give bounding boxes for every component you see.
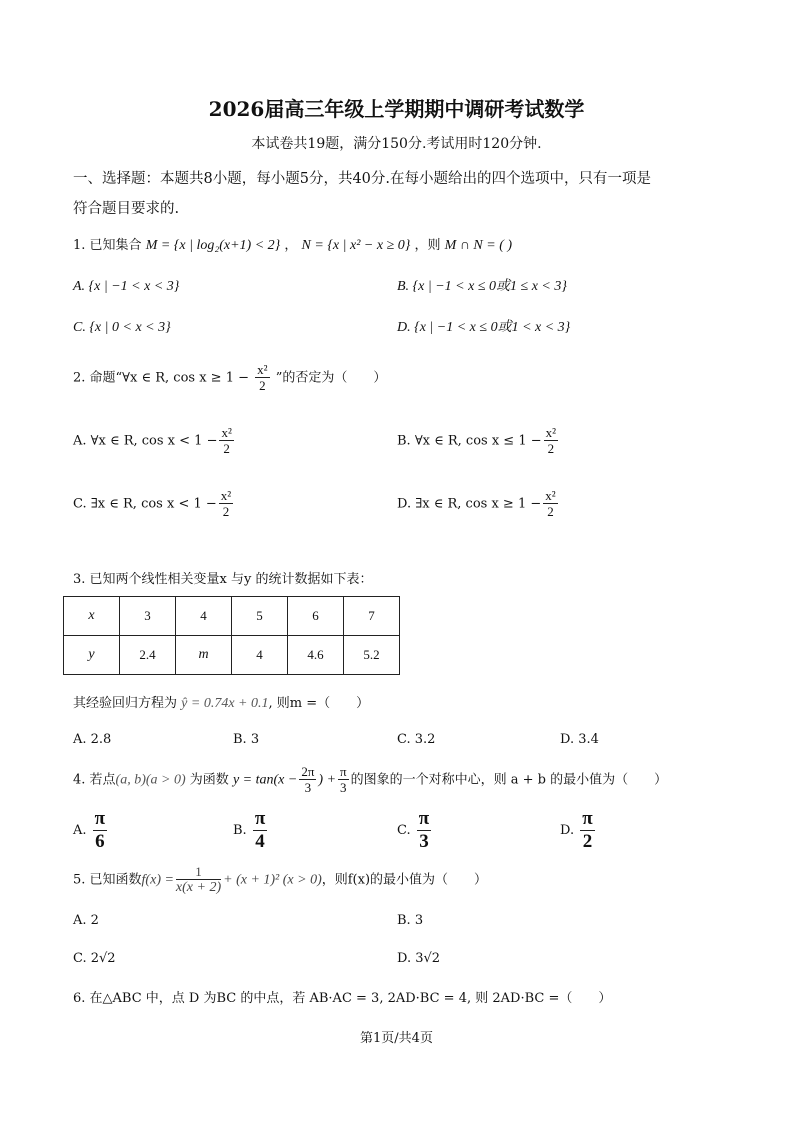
den: 2 <box>547 441 555 456</box>
q4-option-c[interactable] <box>397 808 433 853</box>
den: x(x + 2) <box>175 880 222 895</box>
section-heading: 一、选择题：本题共8小题，每小题5分，共40分.在每小题给出的四个选项中，只有一项是 <box>73 171 652 187</box>
q1-option-a[interactable]: A. {x | −1 < x < 3} <box>73 279 180 294</box>
letter: A. <box>73 823 87 838</box>
q3-option-a[interactable]: A. 2.8 <box>73 732 112 747</box>
label: D. ∃x ∈ R, cos x ≥ 1 − <box>397 496 542 512</box>
fraction <box>253 808 267 853</box>
cell: 4.6 <box>288 636 344 675</box>
fraction <box>338 764 349 796</box>
table-row <box>64 597 400 636</box>
num: π <box>94 808 106 829</box>
q3-regression <box>73 695 369 713</box>
q4-option-d[interactable] <box>560 808 597 853</box>
data-table <box>63 596 400 675</box>
stem-post: ，则f(x)的最小值为（ ） <box>321 872 488 888</box>
fraction <box>544 425 558 457</box>
q3-option-d[interactable]: D. 3.4 <box>560 732 599 747</box>
tail: + (x + 1)² (x > 0) <box>223 872 322 888</box>
section-heading-cont: 符合题目要求的. <box>73 201 180 217</box>
num: x² <box>221 425 232 440</box>
q5-option-d[interactable]: D. 3√2 <box>397 951 441 966</box>
den: 2 <box>223 441 230 456</box>
cell: 7 <box>344 597 400 636</box>
question-1 <box>73 237 512 255</box>
q2-option-c[interactable] <box>73 488 235 520</box>
num: π <box>582 808 593 829</box>
fraction <box>219 425 233 457</box>
letter: D. <box>560 823 575 838</box>
q4-option-b[interactable] <box>233 808 269 853</box>
question-4 <box>73 764 667 796</box>
den: 4 <box>255 831 265 852</box>
cell: x <box>64 597 120 636</box>
ask: , 则m =（ ） <box>268 696 370 711</box>
cell: 4 <box>176 597 232 636</box>
q1-option-c[interactable]: C. {x | 0 < x < 3} <box>73 320 171 335</box>
question-5 <box>73 864 487 896</box>
fraction <box>176 864 221 896</box>
num: π <box>254 808 266 829</box>
fraction <box>417 808 431 853</box>
label: B. ∀x ∈ R, cos x ≤ 1 − <box>397 433 542 449</box>
q1-stem: 1. 已知集合 <box>73 238 142 253</box>
label: 其经验回归方程为 <box>73 696 178 711</box>
q1-sep: ， <box>284 238 298 253</box>
fraction <box>543 488 557 520</box>
label: A. ∀x ∈ R, cos x < 1 − <box>73 433 218 449</box>
num: 2π <box>301 764 315 779</box>
equation: ŷ = 0.74x + 0.1 <box>181 696 269 711</box>
point: (a, b)(a > 0) <box>115 772 186 788</box>
den: 2 <box>259 378 266 393</box>
q2-option-b[interactable] <box>397 425 560 457</box>
plus: ) + <box>318 772 337 788</box>
q1-set-m: M = {x | log₂(x+1) < 2} <box>145 238 281 253</box>
num: x² <box>545 488 556 503</box>
cell: 6 <box>288 597 344 636</box>
q1-ask: M ∩ N = ( ) <box>444 238 513 253</box>
den: 3 <box>340 780 347 795</box>
den: 3 <box>419 831 429 852</box>
num: x² <box>545 425 557 440</box>
q2-stem-post: ”的否定为（ ） <box>275 370 387 386</box>
num: π <box>418 808 430 829</box>
q3-option-b[interactable]: B. 3 <box>233 732 260 747</box>
cell: 5 <box>232 597 288 636</box>
cell: 3 <box>120 597 176 636</box>
q2-option-a[interactable] <box>73 425 236 457</box>
q5-option-a[interactable]: A. 2 <box>73 913 99 928</box>
den: 2 <box>222 504 230 519</box>
question-3: 3. 已知两个线性相关变量x 与y 的统计数据如下表： <box>73 572 373 587</box>
fraction <box>299 764 316 796</box>
num: x² <box>220 488 232 503</box>
fx: f(x) = <box>141 872 174 888</box>
letter: C. <box>397 823 411 838</box>
cell: y <box>64 636 120 675</box>
func: y = tan(x − <box>232 772 298 788</box>
num: π <box>340 764 347 779</box>
q1-option-d[interactable]: D. {x | −1 < x ≤ 0或1 < x < 3} <box>397 320 571 335</box>
fraction <box>93 808 107 853</box>
q4-option-a[interactable] <box>73 808 109 853</box>
q1-set-n: N = {x | x² − x ≥ 0} <box>301 238 411 253</box>
den: 3 <box>304 780 312 795</box>
num: 1 <box>176 864 221 880</box>
letter: B. <box>233 823 247 838</box>
fraction <box>580 808 594 853</box>
q1-stem-post: ，则 <box>414 238 441 253</box>
question-6: 6. 在△ABC 中，点 D 为BC 的中点，若 AB·AC = 3, 2AD·BC = 4, 则 2AD·BC =（ ） <box>73 991 612 1006</box>
cell: 2.4 <box>120 636 176 675</box>
label: C. ∃x ∈ R, cos x < 1 − <box>73 496 217 512</box>
den: 2 <box>582 831 593 852</box>
table-row <box>64 636 400 675</box>
q3-option-c[interactable]: C. 3.2 <box>397 732 436 747</box>
q1-option-b[interactable]: B. {x | −1 < x ≤ 0或1 ≤ x < 3} <box>397 279 567 294</box>
page-footer: 第1页/共4页 <box>360 1031 433 1046</box>
question-2 <box>73 362 386 394</box>
q5-option-b[interactable]: B. 3 <box>397 913 424 928</box>
den: 2 <box>547 504 554 519</box>
q2-stem: 2. 命题“∀x ∈ R, cos x ≥ 1 − <box>73 370 249 386</box>
q5-option-c[interactable]: C. 2√2 <box>73 951 116 966</box>
stem: 4. 若点 <box>73 772 116 788</box>
exam-title: 2026届高三年级上学期期中调研考试数学 <box>208 97 585 121</box>
cell: 4 <box>232 636 288 675</box>
stem-post: 的图象的一个对称中心，则 a + b 的最小值为（ ） <box>350 772 668 788</box>
num: x² <box>257 362 268 377</box>
den: 6 <box>95 831 105 852</box>
stem: 5. 已知函数 <box>73 872 142 888</box>
cell: 5.2 <box>344 636 400 675</box>
q2-fraction <box>255 362 269 394</box>
q2-option-d[interactable] <box>397 488 560 520</box>
stem-mid: 为函数 <box>189 772 229 788</box>
cell: m <box>176 636 232 675</box>
fraction <box>219 488 233 520</box>
exam-subtitle: 本试卷共19题，满分150分.考试用时120分钟. <box>251 136 542 152</box>
